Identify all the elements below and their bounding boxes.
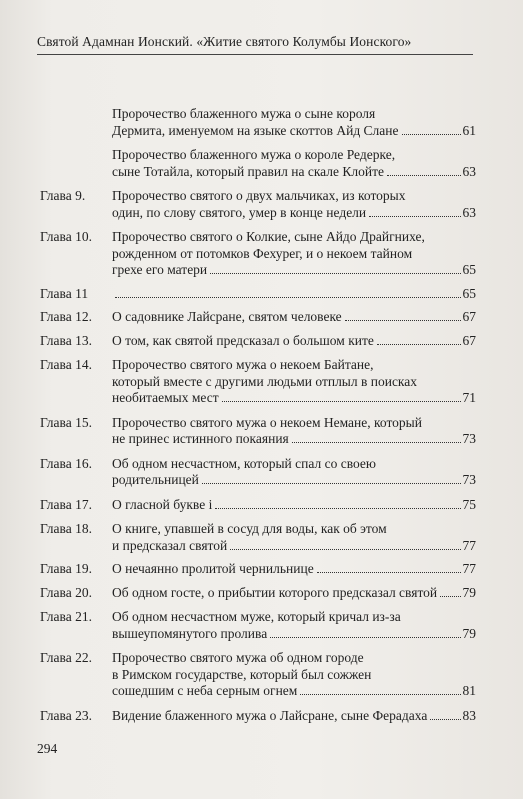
- chapter-label: [40, 147, 112, 180]
- title-text: Пророчество святого о двух мальчиках, из которых: [112, 188, 406, 203]
- entry-page-number: 65: [462, 285, 476, 301]
- title-line: [112, 415, 476, 432]
- chapter-label: Глава 18.: [40, 521, 92, 536]
- chapter-label: Глава 9.: [40, 188, 86, 203]
- entry-page-number: 73: [462, 431, 476, 446]
- entry-title: [112, 561, 476, 578]
- title-line: [112, 262, 476, 279]
- title-text: один, по слову святого, умер в конце недели: [112, 204, 367, 220]
- title-line: [112, 357, 476, 374]
- chapter-label: Глава 16.: [40, 455, 92, 471]
- title-text: не принес истинного покаяния: [112, 431, 289, 446]
- entry-page-number: 73: [462, 472, 476, 487]
- chapter-label: Глава 21.: [40, 609, 92, 624]
- title-line: [112, 650, 476, 667]
- toc-entry: [40, 497, 476, 514]
- title-line: [112, 188, 476, 205]
- chapter-label: Глава 12.: [40, 309, 92, 324]
- title-line: [112, 205, 476, 222]
- toc-entry: [40, 106, 476, 139]
- dot-leader: [345, 319, 461, 321]
- entry-title: [112, 106, 476, 139]
- chapter-label: Глава 10.: [40, 229, 92, 244]
- toc-entry: [40, 357, 476, 407]
- entry-title: [112, 286, 476, 303]
- dot-leader: [115, 296, 461, 298]
- entry-page-number: 77: [462, 561, 476, 576]
- entry-page-number: 61: [462, 122, 476, 138]
- title-text: Видение блаженного мужа о Лайсране, сыне Ферадаха: [112, 707, 428, 723]
- chapter-label: Глава 22.: [40, 650, 92, 665]
- chapter-label: Глава 23.: [40, 707, 92, 723]
- chapter-label: Глава 20.: [40, 584, 92, 600]
- toc-entry: [40, 561, 476, 578]
- title-text: Пророчество святого мужа об одном городе: [112, 650, 364, 665]
- dot-leader: [300, 693, 460, 695]
- title-line: [112, 683, 476, 700]
- title-line: [112, 456, 476, 473]
- entry-title: [112, 188, 476, 221]
- dot-leader: [387, 174, 461, 176]
- entry-title: [112, 497, 476, 514]
- chapter-label: Глава 11: [40, 285, 89, 301]
- title-text: который вместе с другими людьми отплыл в поисках: [112, 373, 418, 389]
- chapter-label: Глава 19.: [40, 561, 92, 576]
- toc-entry: [40, 147, 476, 180]
- entry-page-number: 77: [462, 537, 476, 553]
- dot-leader: [317, 571, 461, 573]
- title-text: Об одном несчастном, который спал со своею: [112, 455, 376, 471]
- dot-leader: [230, 548, 460, 550]
- dot-leader: [215, 507, 460, 509]
- title-text: рожденном от потомков Фехурег, и о некоем тайном: [112, 245, 413, 261]
- entry-page-number: 63: [462, 204, 476, 220]
- entry-page-number: 63: [462, 163, 476, 179]
- chapter-label: [40, 106, 112, 139]
- page-number: 294: [37, 741, 58, 756]
- dot-leader: [270, 636, 460, 638]
- entry-title: [112, 521, 476, 554]
- entry-page-number: 67: [462, 332, 476, 348]
- toc-entry: [40, 456, 476, 489]
- entry-page-number: 65: [462, 262, 476, 277]
- entry-title: [112, 229, 476, 279]
- dot-leader: [202, 482, 461, 484]
- title-line: [112, 431, 476, 448]
- entry-page-number: 81: [462, 683, 476, 698]
- entry-page-number: 83: [462, 707, 476, 723]
- dot-leader: [402, 133, 461, 135]
- entry-title: [112, 708, 476, 725]
- title-line: [112, 164, 476, 181]
- title-text: Пророчество святого мужа о некоем Байтане,: [112, 357, 374, 372]
- toc-entry: [40, 333, 476, 350]
- title-text: грехе его матери: [112, 262, 208, 277]
- title-line: [112, 246, 476, 263]
- chapter-label: Глава 13.: [40, 332, 92, 348]
- dot-leader: [440, 595, 460, 597]
- entry-title: [112, 333, 476, 350]
- title-text: Пророчество святого мужа о некоем Немане, который: [112, 414, 422, 430]
- title-text: и предсказал святой: [112, 537, 228, 553]
- title-text: вышеупомянутого пролива: [112, 625, 268, 641]
- dot-leader: [377, 343, 461, 345]
- title-line: [112, 585, 476, 602]
- title-line: [112, 147, 476, 164]
- chapter-label: Глава 17.: [40, 496, 92, 512]
- entry-page-number: 71: [462, 390, 476, 405]
- dot-leader: [222, 400, 461, 402]
- toc-entry: [40, 188, 476, 221]
- entry-title: [112, 650, 476, 700]
- toc-entry: [40, 415, 476, 448]
- title-text: родительницей: [112, 472, 199, 487]
- title-line: [112, 708, 476, 725]
- title-line: [112, 123, 476, 140]
- title-text: О гласной букве i: [112, 496, 213, 512]
- entry-page-number: 67: [462, 309, 476, 324]
- entry-title: [112, 456, 476, 489]
- title-line: [112, 497, 476, 514]
- toc-entry: [40, 609, 476, 642]
- toc-entry: [40, 708, 476, 725]
- toc-entry: [40, 309, 476, 326]
- toc-entry: [40, 585, 476, 602]
- title-text: Об одном госте, о прибытии которого предсказал святой: [112, 584, 438, 600]
- title-text: сыне Тотайла, который правил на скале Клойте: [112, 163, 384, 179]
- title-text: сошедшим с неба серным огнем: [112, 683, 298, 698]
- title-line: [112, 561, 476, 578]
- title-text: необитаемых мест: [112, 390, 219, 405]
- toc-entry: [40, 521, 476, 554]
- title-text: Пророчество блаженного мужа о сыне короля: [112, 106, 376, 121]
- title-text: О том, как святой предсказал о большом ките: [112, 332, 374, 348]
- entry-page-number: 79: [462, 584, 476, 600]
- toc-entry: [40, 650, 476, 700]
- title-line: [112, 390, 476, 407]
- dot-leader: [292, 441, 461, 443]
- chapter-label: Глава 14.: [40, 357, 92, 372]
- title-line: [112, 106, 476, 123]
- title-line: [112, 538, 476, 555]
- title-text: Пророчество блаженного мужа о короле Редерке,: [112, 147, 396, 162]
- title-line: [112, 521, 476, 538]
- title-line: [112, 286, 476, 303]
- entry-title: [112, 609, 476, 642]
- entry-title: [112, 415, 476, 448]
- title-line: [112, 472, 476, 489]
- title-text: О садовнике Лайсране, святом человеке: [112, 309, 342, 324]
- title-line: [112, 626, 476, 643]
- running-head: Святой Адамнан Ионский. «Житие святого Колумбы Ионского»: [37, 34, 473, 55]
- title-text: О нечаянно пролитой чернильнице: [112, 561, 314, 576]
- entry-page-number: 75: [462, 496, 476, 512]
- title-text: в Римском государстве, который был сожжен: [112, 666, 372, 682]
- toc-entry: [40, 286, 476, 303]
- chapter-label: Глава 15.: [40, 414, 92, 430]
- title-text: Дермита, именуемом на языке скоттов Айд Слане: [112, 122, 399, 138]
- title-line: [112, 333, 476, 350]
- title-text: О книге, упавшей в сосуд для воды, как об этом: [112, 521, 387, 536]
- title-line: [112, 667, 476, 684]
- title-line: [112, 229, 476, 246]
- title-line: [112, 609, 476, 626]
- dot-leader: [369, 215, 460, 217]
- entry-page-number: 79: [462, 625, 476, 641]
- title-line: [112, 309, 476, 326]
- dot-leader: [210, 272, 460, 274]
- title-text: Пророчество святого о Колкие, сыне Айдо Драйгнихе,: [112, 229, 425, 244]
- dot-leader: [430, 718, 460, 720]
- entry-title: [112, 357, 476, 407]
- table-of-contents: [40, 98, 476, 724]
- entry-title: [112, 585, 476, 602]
- title-line: [112, 374, 476, 391]
- toc-entry: [40, 229, 476, 279]
- title-text: Об одном несчастном муже, который кричал из-за: [112, 609, 401, 624]
- entry-title: [112, 309, 476, 326]
- entry-title: [112, 147, 476, 180]
